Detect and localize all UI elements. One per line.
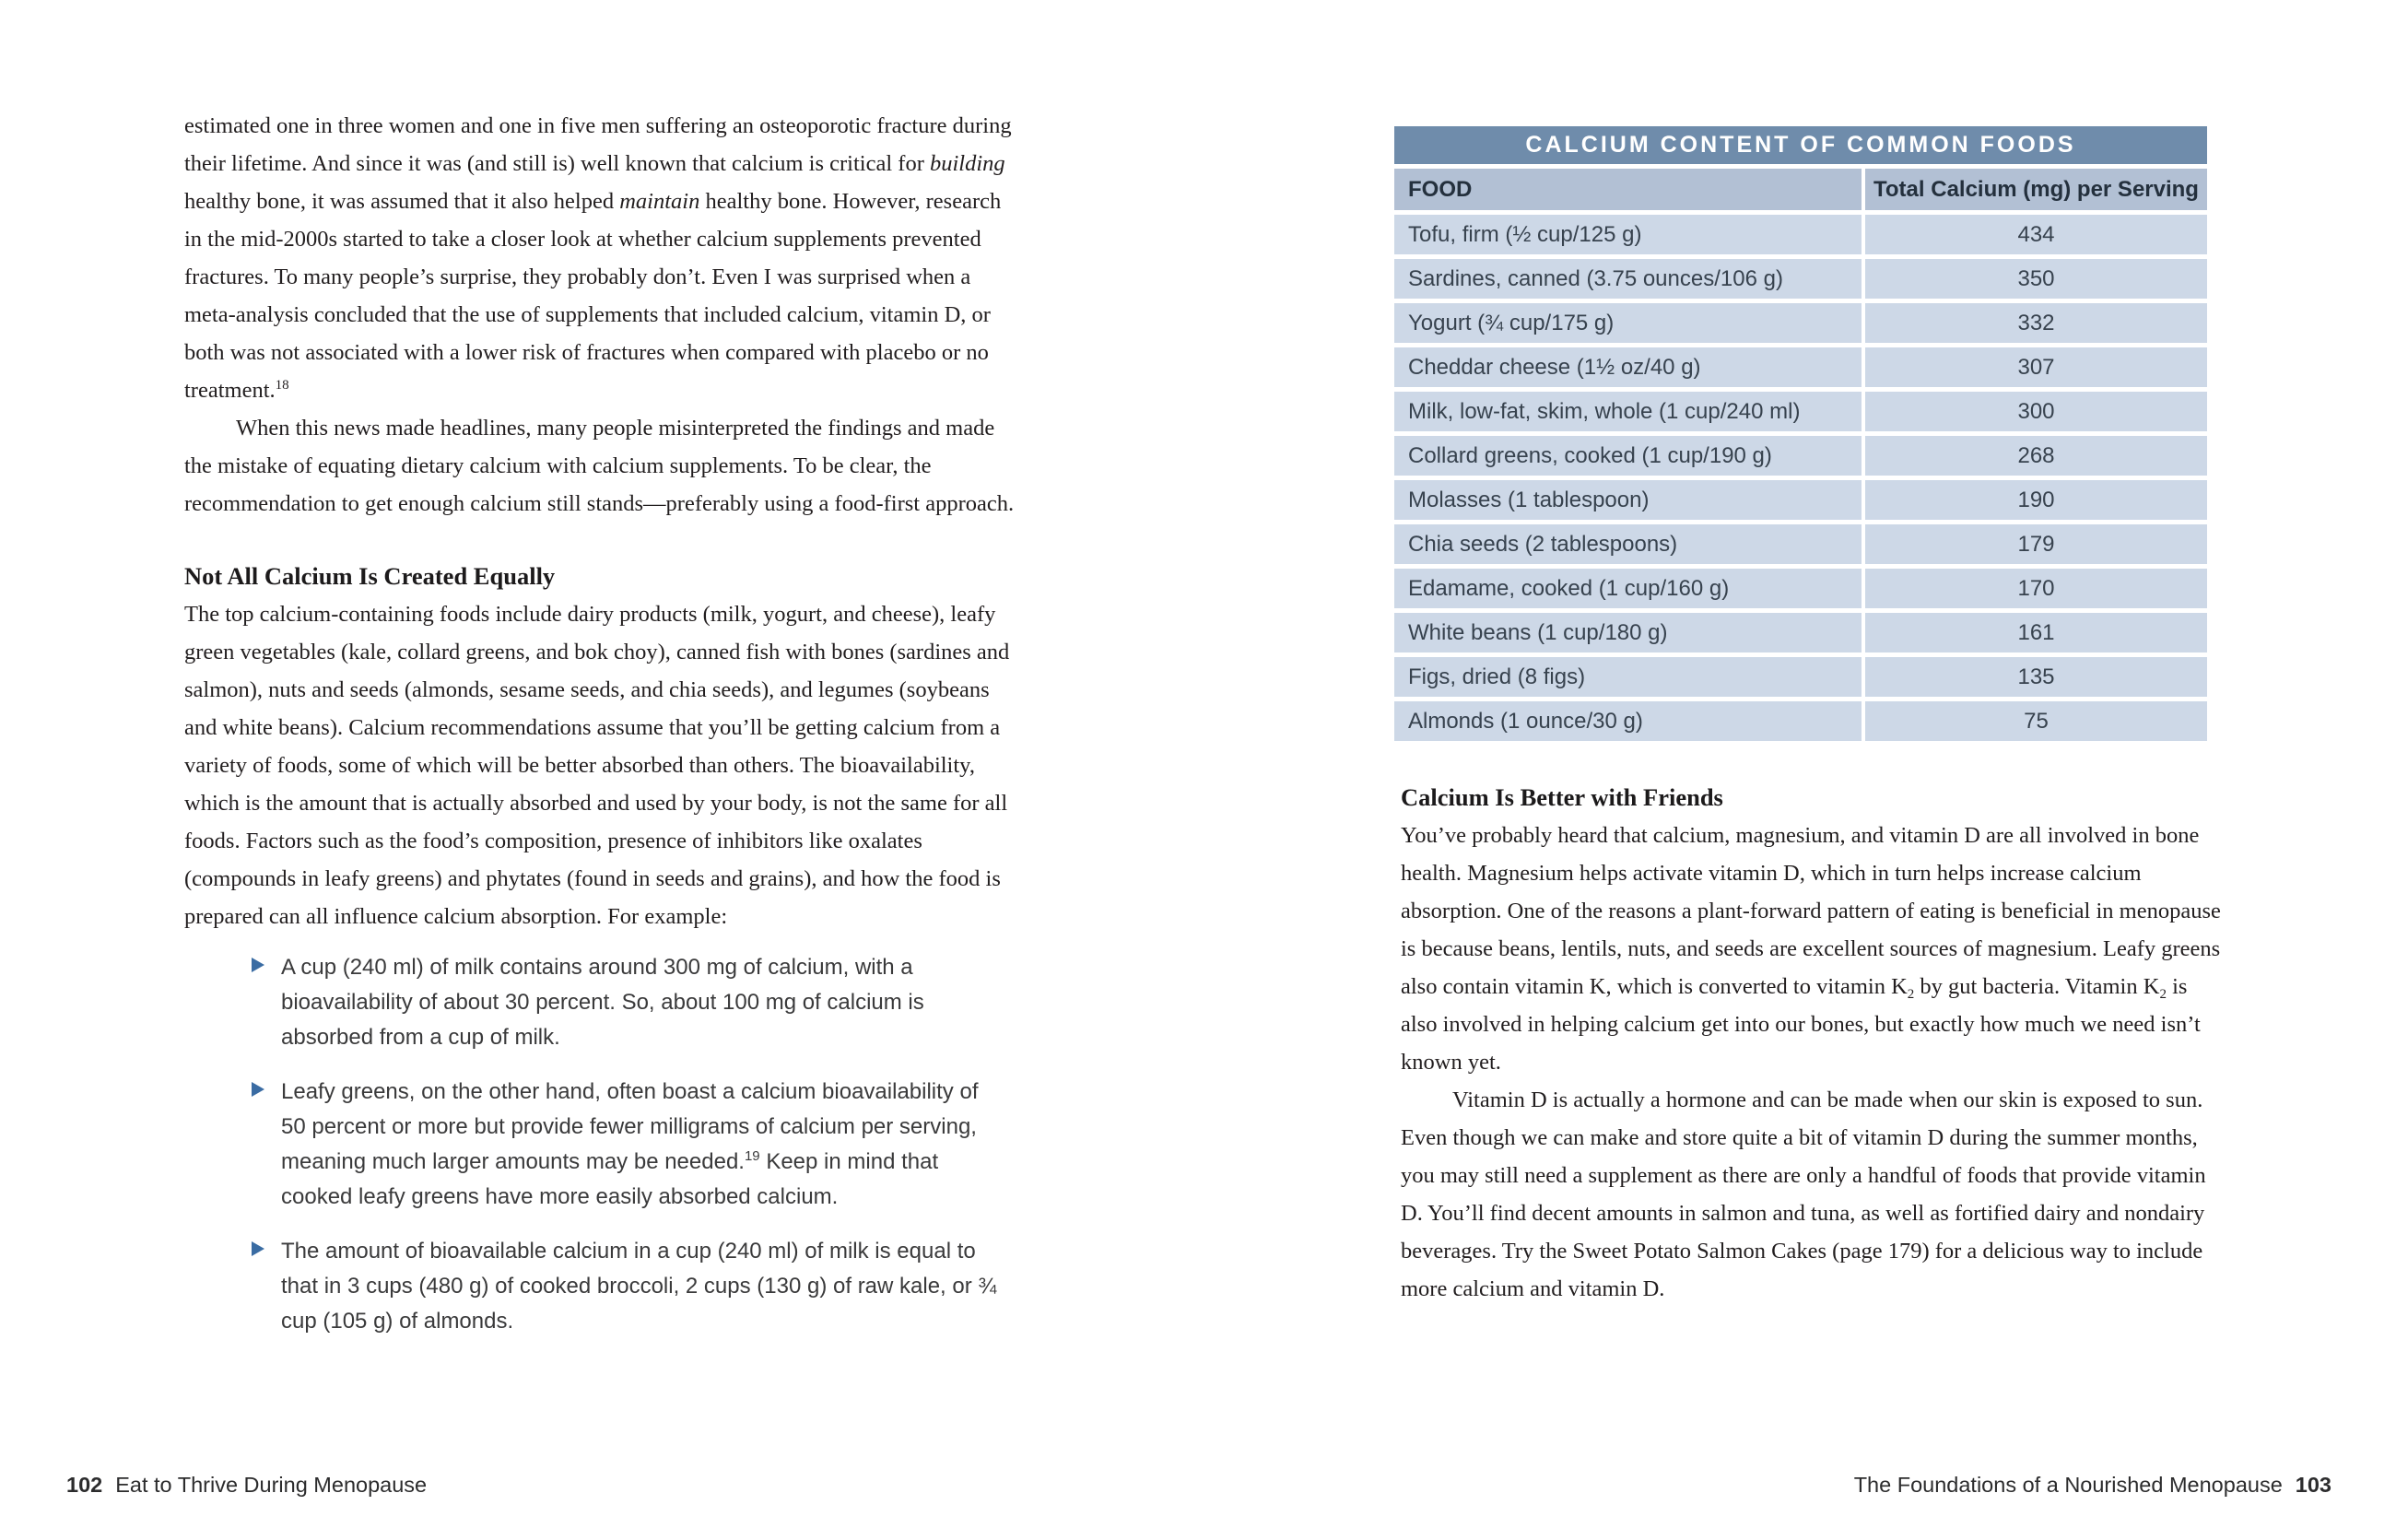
text-segment: is also involved in helping calcium get into our bones, but exactly how much we need isn’t known yet. — [1401, 974, 2201, 1075]
food-cell: White beans (1 cup/180 g) — [1394, 613, 1862, 652]
bullet-text — [281, 1239, 996, 1334]
page-number-left: 102 — [66, 1473, 103, 1497]
text-segment: 2 — [2159, 987, 2167, 1002]
section-heading-calcium-friends: Calcium Is Better with Friends — [1401, 783, 1723, 811]
paragraph-vitamin-d-hormone — [1401, 1081, 2221, 1308]
food-cell: Almonds (1 ounce/30 g) — [1394, 701, 1862, 741]
table-title: CALCIUM CONTENT OF COMMON FOODS — [1394, 126, 2207, 164]
table-row — [1394, 613, 2207, 652]
calcium-value-cell: 300 — [1865, 392, 2207, 431]
table-row — [1394, 347, 2207, 387]
food-cell: Molasses (1 tablespoon) — [1394, 480, 1862, 520]
table-header-row — [1394, 169, 2207, 210]
text-segment: 19 — [744, 1148, 760, 1164]
food-cell: Sardines, canned (3.75 ounces/106 g) — [1394, 259, 1862, 299]
calcium-value-cell: 190 — [1865, 480, 2207, 520]
left-page-footer — [66, 1473, 427, 1498]
calcium-value-cell: 332 — [1865, 303, 2207, 343]
table-body — [1394, 215, 2207, 741]
page-number-right: 103 — [2295, 1473, 2331, 1497]
column-header-food: FOOD — [1394, 169, 1862, 210]
bullet-item — [281, 1234, 1000, 1339]
bullet-text — [281, 955, 924, 1050]
bullet-triangle-icon — [252, 1082, 272, 1097]
text-segment: When this news made headlines, many people misinterpreted the findings and made the mistake of equating dietary calcium with calcium supplements. To be clear, the recommendation to get enough calcium still stands—preferably using a food-first approach. — [184, 416, 1015, 516]
food-cell: Edamame, cooked (1 cup/160 g) — [1394, 569, 1862, 608]
bullet-item — [281, 950, 1000, 1055]
text-segment: by gut bacteria. Vitamin K — [1914, 974, 2160, 999]
text-segment: The amount of bioavailable calcium in a cup (240 ml) of milk is equal to that in 3 cups (480 g) of cooked broccoli, 2 cups (130 g) of raw kale, or ¾ cup (105 g) of almonds. — [281, 1239, 997, 1334]
table-row — [1394, 524, 2207, 564]
calcium-value-cell: 135 — [1865, 657, 2207, 697]
paragraph-news-headlines — [184, 409, 1018, 523]
text-segment: You’ve probably heard that calcium, magnesium, and vitamin D are all involved in bone health. Magnesium helps activate vitamin D, which in turn helps increase calcium absorption. One of the reasons a plant-forward pattern of eating is beneficial in menopause is because beans, lentils, nuts, and seeds are excellent sources of magnesium. Leafy greens also contain vitamin K, which is converted to vitamin K — [1401, 823, 2221, 999]
calcium-value-cell: 75 — [1865, 701, 2207, 741]
column-header-total-calcium: Total Calcium (mg) per Serving — [1865, 169, 2207, 210]
table-row — [1394, 569, 2207, 608]
table-row — [1394, 480, 2207, 520]
food-cell: Figs, dried (8 figs) — [1394, 657, 1862, 697]
text-segment: 18 — [275, 378, 289, 393]
calcium-value-cell: 161 — [1865, 613, 2207, 652]
chapter-title: The Foundations of a Nourished Menopause — [1853, 1473, 2283, 1497]
text-segment: Keep in mind that cooked leafy greens have more easily absorbed calcium. — [281, 1149, 939, 1209]
text-segment: Leafy greens, on the other hand, often boast a calcium bioavailability of 50 percent or more but provide fewer milligrams of calcium per serving, meaning much larger amounts may be needed. — [281, 1079, 979, 1174]
bullet-list — [184, 950, 1018, 1339]
table-row — [1394, 215, 2207, 254]
calcium-value-cell: 307 — [1865, 347, 2207, 387]
calcium-value-cell: 179 — [1865, 524, 2207, 564]
text-segment: The top calcium-containing foods include dairy products (milk, yogurt, and cheese), leafy green vegetables (kale, collard greens, and bok choy), canned fish with bones (sardines and salmon), nuts and seeds (almonds, sesame seeds, and chia seeds), and legumes (soybeans and white beans). Calcium recommendations assume that you’ll be getting calcium from a variety of foods, some of which will be better absorbed than others. The bioavailability, which is the amount that is actually absorbed and used by your body, is not the same for all foods. Factors such as the food’s composition, presence of inhibitors like oxalates (compounds in leafy greens) and phytates (found in seeds and grains), and how the food is prepared can all influence calcium absorption. For example: — [184, 602, 1010, 929]
paragraph-top-calcium-foods — [184, 595, 1018, 935]
text-segment: maintain — [619, 189, 700, 214]
table-row — [1394, 392, 2207, 431]
right-page-body — [1401, 779, 2221, 1308]
food-cell: Collard greens, cooked (1 cup/190 g) — [1394, 436, 1862, 476]
text-segment: Vitamin D is actually a hormone and can be made when our skin is exposed to sun. Even though we can make and store quite a bit of vitamin D during the summer months, you may still need a supplement as there are only a handful of foods that provide vitamin D. You’ll find decent amounts in salmon and tuna, as well as fortified dairy and nondairy beverages. Try the Sweet Potato Salmon Cakes (page 179) for a delicious way to include more calcium and vitamin D. — [1401, 1087, 2206, 1301]
food-cell: Milk, low-fat, skim, whole (1 cup/240 ml) — [1394, 392, 1862, 431]
text-segment: building — [929, 151, 1005, 176]
paragraph-calcium-magnesium-vitamin-d — [1401, 817, 2221, 1081]
book-title: Eat to Thrive During Menopause — [115, 1473, 428, 1497]
table-row — [1394, 303, 2207, 343]
text-segment: A cup (240 ml) of milk contains around 300 mg of calcium, with a bioavailability of about 30 percent. So, about 100 mg of calcium is absorbed from a cup of milk. — [281, 955, 924, 1050]
bullet-item — [281, 1075, 1000, 1215]
calcium-value-cell: 268 — [1865, 436, 2207, 476]
food-cell: Yogurt (¾ cup/175 g) — [1394, 303, 1862, 343]
text-segment: 2 — [1907, 987, 1915, 1002]
food-cell: Chia seeds (2 tablespoons) — [1394, 524, 1862, 564]
text-segment: healthy bone. However, research in the mid-2000s started to take a closer look at whether calcium supplements prevented fractures. To many people’s surprise, they probably don’t. Even I was surprised when a meta-analysis concluded that the use of supplements that included calcium, vitamin D, or both was not associated with a lower risk of fractures when compared with placebo or no treatment. — [184, 189, 1002, 403]
calcium-value-cell: 434 — [1865, 215, 2207, 254]
food-cell: Tofu, firm (½ cup/125 g) — [1394, 215, 1862, 254]
table-row — [1394, 657, 2207, 697]
text-segment: healthy bone, it was assumed that it also helped — [184, 189, 620, 214]
bullet-triangle-icon — [252, 958, 272, 972]
text-segment: estimated one in three women and one in five men suffering an osteoporotic fracture during their lifetime. And since it was (and still is) well known that calcium is critical for — [184, 113, 1012, 176]
bullet-text — [281, 1079, 978, 1209]
calcium-content-table — [1394, 126, 2207, 741]
section-heading-not-all-calcium: Not All Calcium Is Created Equally — [184, 562, 556, 590]
bullet-triangle-icon — [252, 1241, 272, 1256]
table-row — [1394, 436, 2207, 476]
table-row — [1394, 701, 2207, 741]
calcium-value-cell: 350 — [1865, 259, 2207, 299]
food-cell: Cheddar cheese (1½ oz/40 g) — [1394, 347, 1862, 387]
table-row — [1394, 259, 2207, 299]
calcium-value-cell: 170 — [1865, 569, 2207, 608]
right-page-footer — [1854, 1473, 2331, 1498]
left-page-body — [184, 107, 1018, 1358]
paragraph-osteoporotic-fractures — [184, 107, 1018, 409]
